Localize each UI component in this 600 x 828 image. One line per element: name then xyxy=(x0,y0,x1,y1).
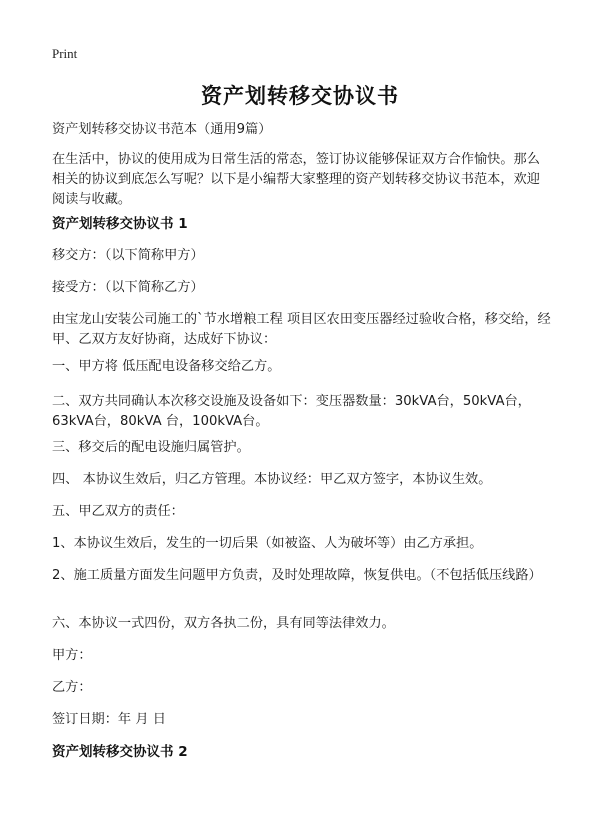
clause-5-2: 2、施工质量方面发生问题甲方负责，及时处理故障，恢复供电。（不包括低压线路） xyxy=(52,568,542,583)
clause-2: 二、双方共同确认本次移交设施及设备如下：变压器数量：30kVA台，50kVA台，63kVA台，80kVA 台，100kVA台。 xyxy=(52,394,531,429)
clause-1: 一、甲方将 低压配电设备移交给乙方。 xyxy=(52,359,281,374)
clause-6: 六、本协议一式四份，双方各执二份，具有同等法律效力。 xyxy=(52,616,395,631)
clause-5: 五、甲乙双方的责任： xyxy=(52,504,184,519)
signature-party-a: 甲方： xyxy=(52,648,92,663)
signature-party-b: 乙方： xyxy=(52,680,92,695)
clause-4: 四、 本协议生效后，归乙方管理。本协议经：甲乙双方签字，本协议生效。 xyxy=(52,472,492,487)
clause-3: 三、移交后的配电设施归属管护。 xyxy=(52,440,250,455)
background-paragraph: 由宝龙山安装公司施工的`节水增粮工程 项目区农田变压器经过验收合格，移交给，经甲、乙双方友好协商，达成好下协议： xyxy=(52,312,551,347)
section-heading-2: 资产划转移交协议书 2 xyxy=(52,744,188,760)
clause-5-1: 1、本协议生效后，发生的一切后果（如被盗、人为破坏等）由乙方承担。 xyxy=(52,536,483,551)
signing-date: 签订日期：年 月 日 xyxy=(52,712,166,727)
page-title: 资产划转移交协议书 xyxy=(201,84,399,108)
print-link[interactable]: Print xyxy=(52,46,78,61)
document-subtitle: 资产划转移交协议书范本（通用9篇） xyxy=(52,122,272,137)
intro-paragraph: 在生活中，协议的使用成为日常生活的常态，签订协议能够保证双方合作愉快。那么相关的协议到底怎么写呢？以下是小编帮大家整理的资产划转移交协议书范本，欢迎阅读与收藏。 xyxy=(52,152,540,207)
section-heading-1: 资产划转移交协议书 1 xyxy=(52,216,188,232)
party-b-line: 接受方：（以下简称乙方） xyxy=(52,280,204,295)
party-a-line: 移交方：（以下简称甲方） xyxy=(52,248,204,263)
